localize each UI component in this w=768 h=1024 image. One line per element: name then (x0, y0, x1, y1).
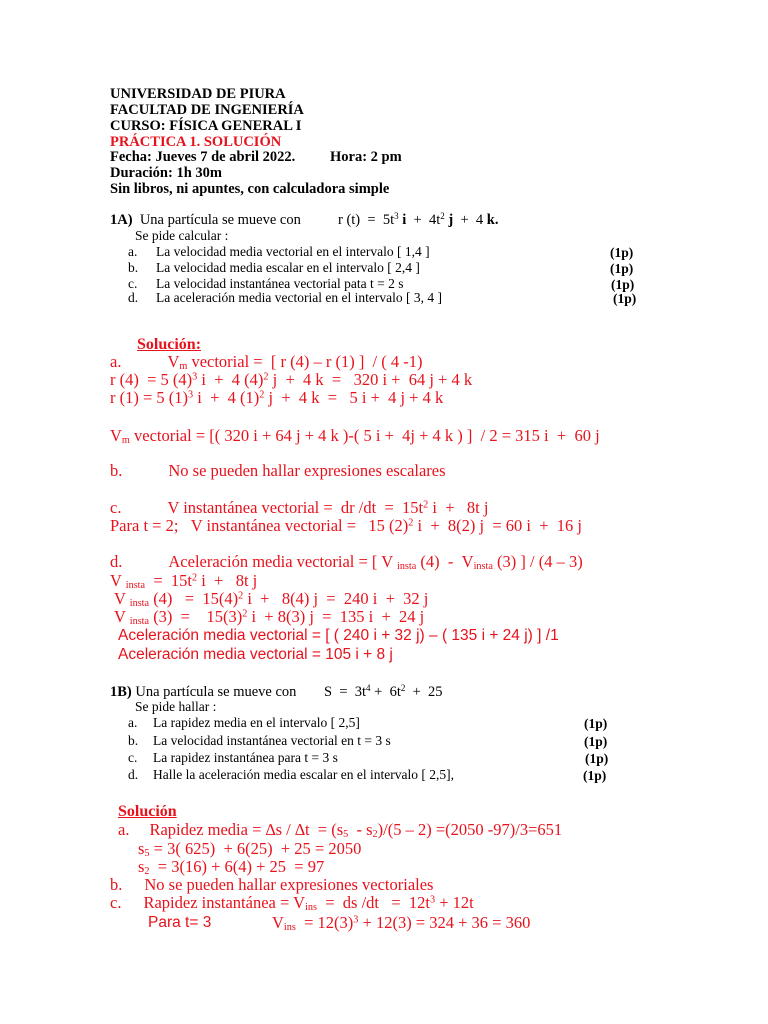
item-1b-c-points: (1p) (585, 751, 609, 766)
problem-1a-label: 1A) (110, 212, 133, 228)
exam-duration: Duración: 1h 30m (110, 165, 222, 181)
exam-date: Fecha: Jueves 7 de abril 2022. (110, 149, 296, 165)
item-1a-d-text: La aceleración media vectorial en el intervalo [ 3, 4 ] (156, 290, 442, 305)
item-1b-d-letter: d. (128, 767, 139, 782)
problem-1b-asks: Se pide hallar : (135, 699, 217, 714)
item-1b-b-points: (1p) (584, 734, 608, 749)
sol-1a-vinsta-3: V $_{insta}$ (3) = $15(3)^2$ i + 8(3) j = 135 i + 24 j (114, 607, 425, 628)
faculty-name: FACULTAD DE INGENIERÍA (110, 102, 304, 118)
problem-1b-statement (110, 685, 296, 700)
sol-1b-s2: $s_2 = 3(16) + 6(4) + 25 = 97$ (138, 857, 325, 878)
sol-1a-line-b: b. No se pueden hallar expresiones escalares (110, 461, 446, 480)
sol-1a-line-a: a. $V_m$ vectorial = [ r (4) – r (1) ] / ( 4 -1) (110, 352, 423, 373)
solution-1b-title: Solución (118, 803, 177, 820)
practice-title: PRÁCTICA 1. SOLUCIÓN (110, 134, 282, 150)
problem-1a-asks: Se pide calcular : (135, 228, 229, 243)
sol-1b-line-c: c. Rapidez instantánea = $V_{ins}$ = ds $/dt = 12t^3 + 12t$ (110, 893, 474, 914)
sol-1b-s5: $s_5 = 3$( 625) + 6(25) + 25 = 2050 (138, 839, 362, 860)
item-1b-b-text: La velocidad instantánea vectorial en t = 3 s (153, 733, 391, 748)
item-1b-a-text: La rapidez media en el intervalo [ 2,5] (153, 715, 360, 730)
item-1a-a-points: (1p) (610, 245, 634, 260)
item-1b-c-letter: c. (128, 750, 138, 765)
solution-1a-title: Solución: (137, 336, 202, 353)
sol-1a-vinsta: V $_{insta} = 15t^2$ i + 8t j (110, 571, 258, 592)
item-1a-b-points: (1p) (610, 261, 634, 276)
university-name: UNIVERSIDAD DE PIURA (110, 86, 286, 102)
sol-1a-r1: r (1) = 5 $(1)^3$ i + 4 $(1)^2$ j + 4 k = 5 i + 4 j + 4 k (110, 388, 444, 407)
problem-1a-equation: r $(t) = 5t^3$ $i + 4t^2$ j + 4 k. (338, 211, 499, 228)
sol-1b-c-param: Para t= 3 (148, 914, 212, 931)
item-1a-c-text: La velocidad instantánea vectorial pata t = 2 s (156, 276, 404, 291)
sol-1b-c-eval: $V_{ins} = 12(3)^3 + 12(3) = 324 + 36 = 360$ (272, 913, 531, 934)
problem-1a-text: Una partícula se mueve con (139, 212, 301, 228)
item-1b-c-text: La rapidez instantánea para t = 3 s (153, 750, 338, 765)
item-1b-d-text: Halle la aceleración media escalar en el intervalo [ 2,5], (153, 767, 454, 782)
item-1b-b-letter: b. (128, 733, 139, 748)
sol-1a-vm-result: $V_m$ vectorial = [( 320 i + 64 j + 4 k )-( 5 i + 4j + 4 k ) ] / 2 = 315 i + 60 j (110, 426, 600, 447)
item-1b-a-points: (1p) (584, 716, 608, 731)
item-1b-d-points: (1p) (583, 768, 607, 783)
sol-1a-c-eval: Para t = 2; V instantánea vectorial = 15 $(2)^2$ i + 8(2) j = 60 i + 16 j (110, 516, 582, 535)
sol-1a-r4: r (4) = 5 $(4)^3$ i + 4 $(4)^2$ j + 4 k = 320 i + 64 j + 4 k (110, 370, 473, 389)
item-1a-d-points: (1p) (613, 291, 637, 306)
item-1a-a-letter: a. (128, 244, 138, 259)
course-name: CURSO: FÍSICA GENERAL I (110, 118, 302, 134)
item-1a-a-text: La velocidad media vectorial en el intervalo [ 1,4 ] (156, 244, 430, 259)
exam-time: Hora: 2 pm (330, 149, 402, 165)
problem-1b-label: 1B) (110, 684, 132, 700)
sol-1b-line-a: a. Rapidez media = $\Delta s / \Delta t = (s_5 - s_2)/(5 - 2) =(2050$ -97)/3=651 (118, 820, 563, 841)
problem-1b-equation: $S = 3t^4 + 6t^2 + 25$ (324, 683, 443, 700)
sol-1a-accel-result: Aceleración media vectorial = 105 i + 8 j (118, 646, 393, 663)
item-1a-c-letter: c. (128, 276, 138, 291)
problem-1a-statement (110, 213, 301, 228)
sol-1a-vinsta-4: V $_{insta}$ $(4) = 15(4)^2$ i + 8(4) j = 240 i + 32 j (114, 589, 429, 610)
sol-1a-line-d: d. Aceleración media vectorial = [ V $_{insta}$ $(4) - V_{insta}$ (3) ] / (4 – 3) (110, 552, 583, 573)
exam-rules: Sin libros, ni apuntes, con calculadora simple (110, 181, 390, 197)
item-1a-b-text: La velocidad media escalar en el intervalo [ 2,4 ] (156, 260, 420, 275)
problem-1b-text: Una partícula se mueve con (135, 684, 297, 700)
item-1a-b-letter: b. (128, 260, 139, 275)
sol-1a-accel-expr: Aceleración media vectorial = [ ( 240 i + 32 j) – ( 135 i + 24 j) ] /1 (118, 627, 559, 644)
item-1a-c-points: (1p) (611, 277, 635, 292)
item-1b-a-letter: a. (128, 715, 138, 730)
item-1a-d-letter: d. (128, 290, 139, 305)
sol-1b-line-b: b. No se pueden hallar expresiones vectoriales (110, 875, 434, 894)
sol-1a-line-c: c. V instantánea vectorial = dr $/dt = 15t^2$ i + 8t j (110, 498, 489, 517)
